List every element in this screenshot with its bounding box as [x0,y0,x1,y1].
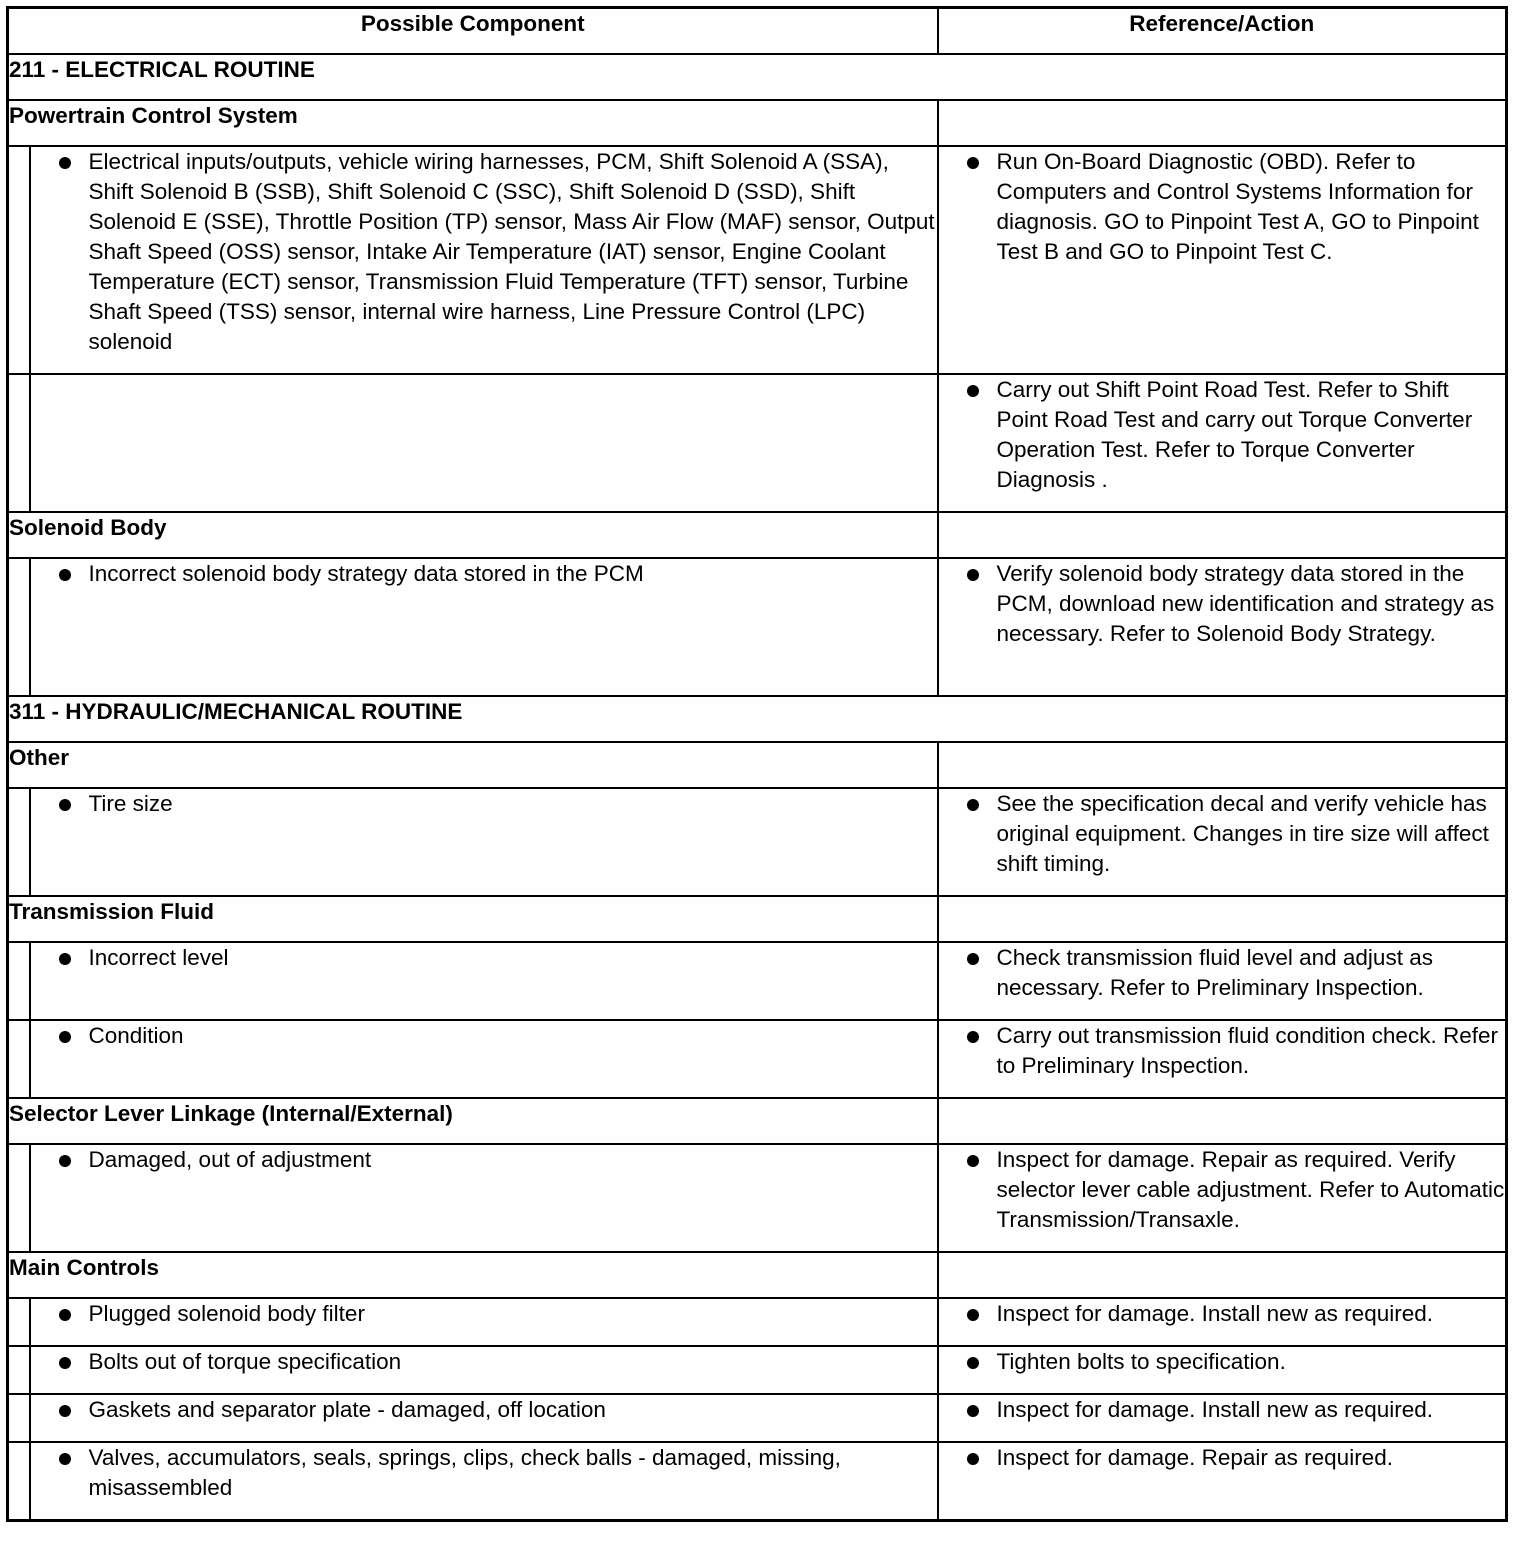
category-row [8,896,1507,942]
bullet-icon [967,569,979,581]
table-row [8,1020,1507,1098]
component-text: Incorrect level [88,945,229,970]
reference-text: Inspect for damage. Repair as required. Verify selector lever cable adjustment. Refer to Automatic Transmission/Transaxle. [996,1147,1505,1232]
reference-cell [938,1020,1507,1098]
table-row [8,942,1507,1020]
bullet-icon [59,953,71,965]
diagnosis-table [6,6,1508,1522]
bullet-icon [59,1155,71,1167]
header-reference-action: Reference/Action [938,8,1507,55]
indent-cell [8,1346,30,1394]
indent-cell [8,1298,30,1346]
component-text: Incorrect solenoid body strategy data stored in the PCM [88,561,644,586]
table-row [8,146,1507,374]
reference-item [939,1299,1506,1329]
routine-title: 211 - ELECTRICAL ROUTINE [8,54,1507,100]
reference-item [939,1021,1506,1081]
reference-item [939,147,1506,267]
category-empty-cell [938,1252,1507,1298]
bullet-icon [59,799,71,811]
indent-cell [8,146,30,374]
reference-item [939,559,1506,649]
reference-cell [938,942,1507,1020]
component-text: Gaskets and separator plate - damaged, off location [88,1397,606,1422]
component-text: Valves, accumulators, seals, springs, clips, check balls - damaged, missing, misassembled [88,1445,841,1500]
reference-cell [938,1144,1507,1252]
component-item [31,559,937,589]
indent-cell [8,942,30,1020]
component-cell [30,558,938,696]
component-text: Electrical inputs/outputs, vehicle wiring harnesses, PCM, Shift Solenoid A (SSA), Shift Solenoid B (SSB), Shift Solenoid C (SSC), Shift Solenoid D (SSD), Shift Solenoid E (SSE), Throttle Position (TP) sensor, Mass Air Flow (MAF) sensor, Output Shaft Speed (OSS) sensor, Intake Air Temperature (IAT) sensor, Engine Coolant Temperature (ECT) sensor, Transmission Fluid Temperature (TFT) sensor, Turbine Shaft Speed (TSS) sensor, internal wire harness, Line Pressure Control (LPC) solenoid [88,149,935,354]
reference-item [939,1347,1506,1377]
reference-cell [938,1394,1507,1442]
reference-item [939,943,1506,1003]
component-item [31,1299,937,1329]
category-row [8,100,1507,146]
bullet-icon [59,1405,71,1417]
component-cell [30,146,938,374]
component-text: Damaged, out of adjustment [88,1147,372,1172]
bullet-icon [967,1031,979,1043]
category-empty-cell [938,742,1507,788]
component-item [31,1145,937,1175]
bullet-icon [59,1357,71,1369]
table-row [8,1346,1507,1394]
bullet-icon [967,385,979,397]
bullet-icon [59,1453,71,1465]
component-text: Bolts out of torque specification [88,1349,402,1374]
category-title: Powertrain Control System [8,100,938,146]
reference-cell [938,374,1507,512]
reference-cell [938,1442,1507,1520]
bullet-icon [59,1309,71,1321]
bullet-icon [59,569,71,581]
bullet-icon [967,157,979,169]
category-empty-cell [938,896,1507,942]
category-row [8,1098,1507,1144]
table-row [8,558,1507,696]
component-item [31,1021,937,1051]
category-empty-cell [938,512,1507,558]
component-cell [30,942,938,1020]
component-cell [30,1442,938,1520]
indent-cell [8,1442,30,1520]
table-row [8,374,1507,512]
reference-cell [938,1346,1507,1394]
component-text: Plugged solenoid body filter [88,1301,365,1326]
component-cell [30,1020,938,1098]
component-cell [30,788,938,896]
reference-text: Check transmission fluid level and adjust as necessary. Refer to Preliminary Inspection. [996,945,1433,1000]
indent-cell [8,558,30,696]
category-empty-cell [938,100,1507,146]
table-row [8,1442,1507,1520]
category-row [8,1252,1507,1298]
bullet-icon [59,1031,71,1043]
reference-text: Inspect for damage. Install new as required. [996,1397,1433,1422]
reference-text: Tighten bolts to specification. [996,1349,1286,1374]
bullet-icon [967,1309,979,1321]
routine-row [8,696,1507,742]
reference-text: Carry out transmission fluid condition check. Refer to Preliminary Inspection. [996,1023,1498,1078]
header-possible-component: Possible Component [8,8,938,55]
indent-cell [8,1020,30,1098]
component-cell [30,1346,938,1394]
bullet-icon [59,157,71,169]
table-row [8,1298,1507,1346]
component-text: Condition [88,1023,184,1048]
table-row [8,788,1507,896]
indent-cell [8,374,30,512]
bullet-icon [967,1405,979,1417]
routine-row [8,54,1507,100]
component-cell [30,1394,938,1442]
category-row [8,512,1507,558]
category-title: Other [8,742,938,788]
table-header-row [8,8,1507,55]
reference-item [939,1145,1506,1235]
reference-text: Inspect for damage. Install new as required. [996,1301,1433,1326]
bullet-icon [967,1357,979,1369]
reference-text: Inspect for damage. Repair as required. [996,1445,1393,1470]
component-item [31,1395,937,1425]
table-row [8,1144,1507,1252]
reference-cell [938,146,1507,374]
bullet-icon [967,1453,979,1465]
category-title: Selector Lever Linkage (Internal/External) [8,1098,938,1144]
category-title: Solenoid Body [8,512,938,558]
reference-item [939,1395,1506,1425]
reference-cell [938,1298,1507,1346]
component-item [31,789,937,819]
table-row [8,1394,1507,1442]
category-title: Transmission Fluid [8,896,938,942]
bullet-icon [967,799,979,811]
bullet-icon [967,953,979,965]
component-item [31,943,937,973]
reference-cell [938,558,1507,696]
bullet-icon [967,1155,979,1167]
reference-item [939,1443,1506,1473]
reference-text: Carry out Shift Point Road Test. Refer to Shift Point Road Test and carry out Torque Converter Operation Test. Refer to Torque Converter Diagnosis . [996,377,1473,492]
routine-title: 311 - HYDRAULIC/MECHANICAL ROUTINE [8,696,1507,742]
reference-cell [938,788,1507,896]
indent-cell [8,1394,30,1442]
indent-cell [8,1144,30,1252]
reference-text: Run On-Board Diagnostic (OBD). Refer to Computers and Control Systems Information for diagnosis. GO to Pinpoint Test A, GO to Pinpoint Test B and GO to Pinpoint Test C. [996,149,1479,264]
reference-text: See the specification decal and verify vehicle has original equipment. Changes in tire size will affect shift timing. [996,791,1489,876]
indent-cell [8,788,30,896]
component-item [31,1443,937,1503]
component-cell [30,1298,938,1346]
reference-text: Verify solenoid body strategy data stored in the PCM, download new identification and strategy as necessary. Refer to Solenoid Body Strategy. [996,561,1495,646]
component-cell [30,1144,938,1252]
component-item [31,147,937,357]
category-row [8,742,1507,788]
component-item [31,1347,937,1377]
component-cell [30,374,938,512]
category-empty-cell [938,1098,1507,1144]
category-title: Main Controls [8,1252,938,1298]
component-text: Tire size [88,791,173,816]
reference-item [939,789,1506,879]
reference-item [939,375,1506,495]
